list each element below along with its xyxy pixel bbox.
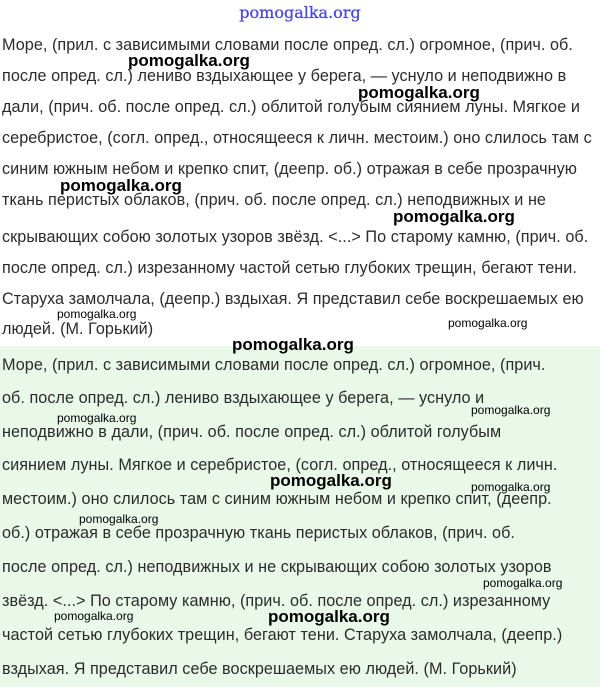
text-line: Море, (прил. с зависимыми словами после опред. сл.) огромное, (прич. xyxy=(2,356,546,374)
site-logo: pomogalka.org xyxy=(239,3,361,22)
watermark: pomogalka.org xyxy=(57,307,137,321)
text-line: скрывающих собою золотых узоров звёзд. <...> По старому камню, (прич. об. xyxy=(2,228,589,246)
text-line: об. после опред. сл.) лениво вздыхающее у берега, — уснуло и xyxy=(2,389,485,407)
text-line: об.) отражая в себе прозрачную ткань перистых облаков, (прич. об. xyxy=(2,524,515,542)
text-line: Старуха замолчала, (деепр.) вздыхая. Я представил себе воскрешаемых ею xyxy=(2,290,584,308)
text-line: синим южным небом и крепко спит, (деепр. об.) отражая в себе прозрачную xyxy=(2,160,577,178)
text-line: неподвижно в дали, (прич. об. после опред. сл.) облитой голубым xyxy=(2,423,502,441)
text-line: ткань перистых облаков, (прич. об. после опред. сл.) неподвижных и не xyxy=(2,191,546,209)
watermark: pomogalka.org xyxy=(232,335,354,354)
text-line: местоим.) оно слилось там с синим южным небом и крепко спит, (деепр. xyxy=(2,490,552,508)
text-line: людей. (М. Горький) xyxy=(2,320,154,338)
text-line: после опред. сл.) лениво вздыхающее у берега, — уснуло и неподвижно в xyxy=(2,67,567,85)
watermark: pomogalka.org xyxy=(54,609,134,623)
text-line: вздыхая. Я представил себе воскрешаемых ею людей. (М. Горький) xyxy=(2,660,517,678)
watermark: pomogalka.org xyxy=(358,83,480,102)
text-line: серебристое, (согл. опред., относящееся к личн. местоим.) оно слилось там с xyxy=(2,129,592,147)
watermark: pomogalka.org xyxy=(268,607,390,626)
watermark: pomogalka.org xyxy=(57,411,137,425)
watermark: pomogalka.org xyxy=(60,176,182,195)
watermark: pomogalka.org xyxy=(128,51,250,70)
text-line: после опред. сл.) изрезанному частой сетью глубоких трещин, бегают тени. xyxy=(2,259,577,277)
text-line: частой сетью глубоких трещин, бегают тени. Старуха замолчала, (деепр.) xyxy=(2,626,563,644)
watermark: pomogalka.org xyxy=(393,207,515,226)
text-line: после опред. сл.) неподвижных и не скрывающих собою золотых узоров xyxy=(2,558,552,576)
text-line: звёзд. <...> По старому камню, (прич. об. после опред. сл.) изрезанному xyxy=(2,592,551,610)
watermark: pomogalka.org xyxy=(483,576,563,590)
text-line: сиянием луны. Мягкое и серебристое, (согл. опред., относящееся к личн. xyxy=(2,456,558,474)
watermark: pomogalka.org xyxy=(79,512,159,526)
watermark: pomogalka.org xyxy=(471,403,551,417)
text-line: дали, (прич. об. после опред. сл.) облитой голубым сиянием луны. Мягкое и xyxy=(2,98,580,116)
text-line: Море, (прил. с зависимыми словами после опред. сл.) огромное, (прич. об. xyxy=(2,36,573,54)
watermark: pomogalka.org xyxy=(448,316,528,330)
watermark: pomogalka.org xyxy=(471,480,551,494)
watermark: pomogalka.org xyxy=(270,471,392,490)
